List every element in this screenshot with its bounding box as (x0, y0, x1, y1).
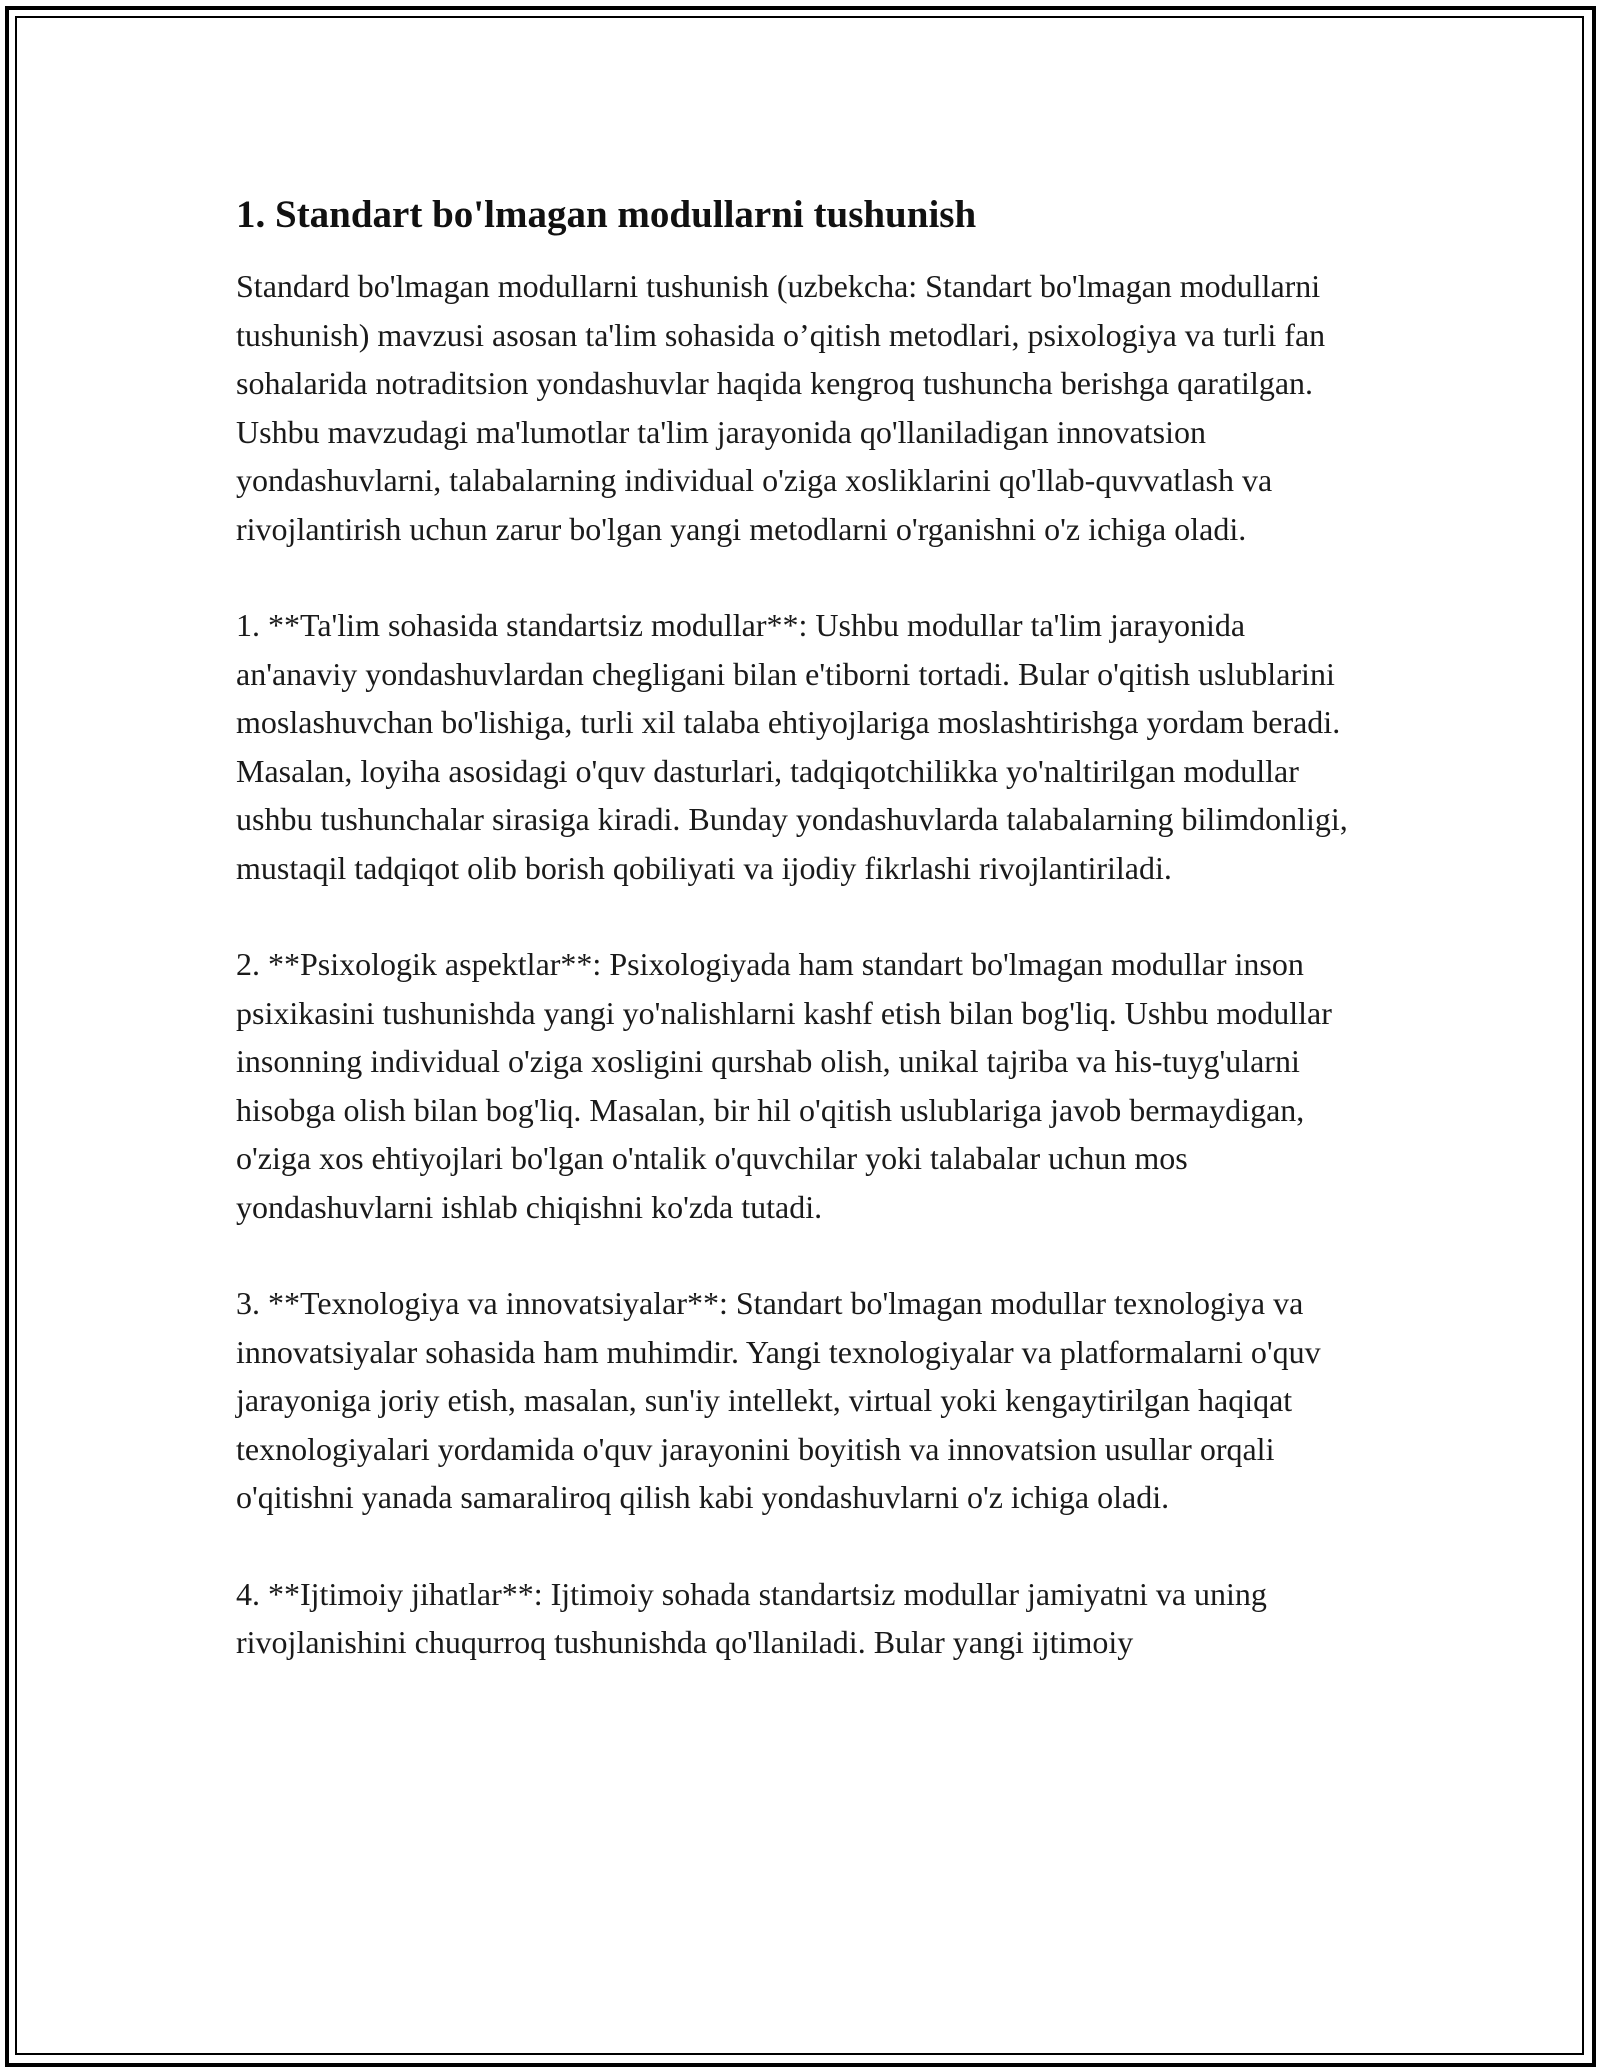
point-1-paragraph: 1. **Ta'lim sohasida standartsiz modullar**: Ushbu modullar ta'lim jarayonida an'anaviy yondashuvlardan chegligani bilan e'tiborni tortadi. Bular o'qitish uslublarini moslashuvchan bo'lishiga, turli xil talaba ehtiyojlariga moslashtirishga yordam beradi. Masalan, loyiha asosidagi o'quv dasturlari, tadqiqotchilikka yo'naltirilgan modullar ushbu tushunchalar sirasiga kiradi. Bunday yondashuvlarda talabalarning bilimdonligi, mustaqil tadqiqot olib borish qobiliyati va ijodiy fikrlashi rivojlantiriladi. (236, 607, 1348, 886)
point-4-paragraph: 4. **Ijtimoiy jihatlar**: Ijtimoiy sohada standartsiz modullar jamiyatni va uning rivojlanishini chuqurroq tushunishda qo'llaniladi. Bular yangi ijtimoiy (236, 1575, 1267, 1660)
point-3-paragraph: 3. **Texnologiya va innovatsiyalar**: Standart bo'lmagan modullar texnologiya va innovatsiyalar sohasida ham muhimdir. Yangi texnologiyalar va platformalarni o'quv jarayoniga joriy etish, masalan, sun'iy intellekt, virtual yoki kengaytirilgan haqiqat texnologiyalari yordamida o'quv jarayonini boyitish va innovatsion usullar orqali o'qitishni yanada samaraliroq qilish kabi yondashuvlarni o'z ichiga oladi. (236, 1285, 1321, 1515)
intro-paragraph: Standard bo'lmagan modullarni tushunish (uzbekcha: Standart bo'lmagan modullarni tushunish) mavzusi asosan ta'lim sohasida o’qitish metodlari, psixologiya va turli fan sohalarida notraditsion yondashuvlar haqida kengroq tushuncha berishga qaratilgan. Ushbu mavzudagi ma'lumotlar ta'lim jarayonida qo'llaniladigan innovatsion yondashuvlarni, talabalarning individual o'ziga xosliklarini qo'llab-quvvatlash va rivojlantirish uchun zarur bo'lgan yangi metodlarni o'rganishni o'z ichiga oladi. (236, 268, 1326, 547)
point-2-paragraph: 2. **Psixologik aspektlar**: Psixologiyada ham standart bo'lmagan modullar inson psixikasini tushunishda yangi yo'nalishlarni kashf etish bilan bog'liq. Ushbu modullar insonning individual o'ziga xosligini qurshab olish, unikal tajriba va his-tuyg'ularni hisobga olish bilan bog'liq. Masalan, bir hil o'qitish uslublariga javob bermaydigan, o'ziga xos ehtiyojlari bo'lgan o'ntalik o'quvchilar yoki talabalar uchun mos yondashuvlarni ishlab chiqishni ko'zda tutadi. (236, 946, 1332, 1225)
document-body (236, 190, 1366, 1715)
section-heading: 1. Standart bo'lmagan modullarni tushunish (236, 193, 977, 236)
